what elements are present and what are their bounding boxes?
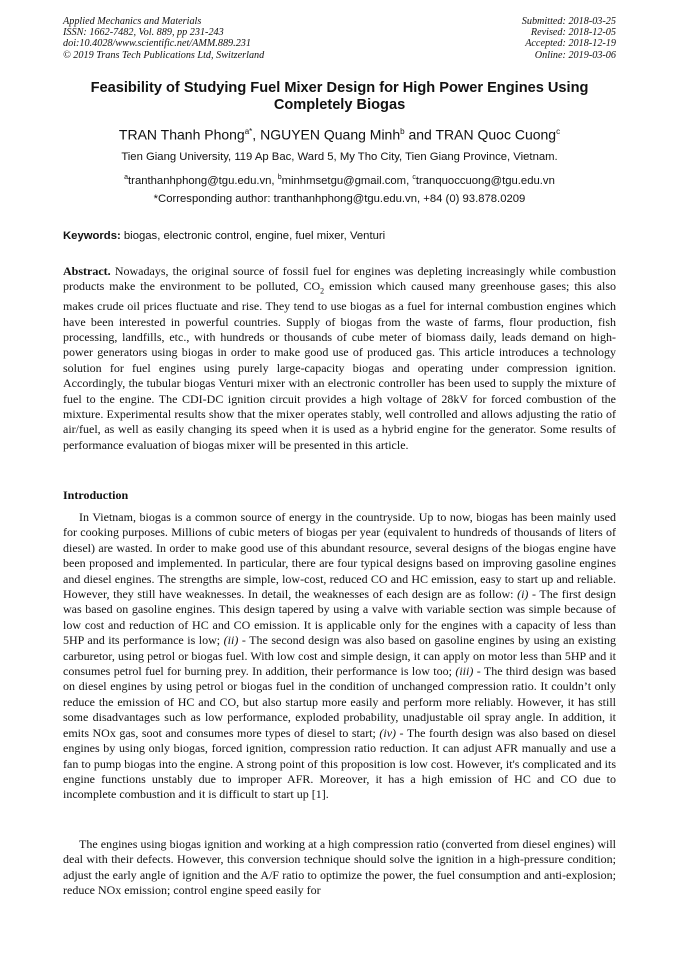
author-emails — [63, 171, 616, 188]
online-date: Online: 2019-03-06 — [534, 49, 616, 61]
corresponding-author: *Corresponding author: tranthanhphong@tgu.edu.vn, +84 (0) 93.878.0209 — [153, 193, 526, 205]
paragraph-text: - The third design was based on diesel engines by using petrol or biogas fuel in the condition of unchanged compression ratio. It couldn’t only reduce the emission of HC and CO, but also startup more easily and perform more reliably. However, it has still some disadvantages such as low performance, exploded probability, unadjustable oil spray angle. In addition, it emits NOx gas, soot and consumes more types of diesel to start; — [63, 664, 616, 740]
author-list — [63, 123, 616, 144]
author-1: TRAN Thanh Phong — [118, 126, 245, 143]
paragraph-text: - The first design was based on gasoline engines. This design tapered by using a valve with variable section was simple because of low cost and reduction of HC and CO emission. It is applicable only for the engines with a capacity of less than 5HP and its performance is low; — [63, 587, 616, 648]
submitted-date: Submitted: 2018-03-25 — [521, 16, 616, 27]
author-2-marker: b — [400, 127, 405, 136]
paragraph-text: - The second design was also based on gasoline engines by using an existing carburetor, using petrol or biogas fuel. With low cost and simple design, it can apply on motor less than 5HP and it consumes petrol fuel for burning prey. In addition, their performance is low too; — [63, 633, 616, 679]
keywords-label: Keywords: — [63, 230, 121, 242]
paragraph-text: In Vietnam, biogas is a common source of energy in the countryside. Up to now, biogas has been mainly used for cooking purposes. Millions of cubic meters of biogas per year (equivalent to hundreds of thousands of liters of diesel) are wasted. In order to make good use of this abundant resource, several designs of the biogas engine have been proposed and implemented. In particular, there are four typical designs based on improving gasoline engines and diesel engines. The strengths are simple, low-cost, reduced CO and HC emission, easy to start up and reliable. However, they still have weaknesses. In detail, the weaknesses of each design are as follow: — [63, 510, 616, 602]
abstract-text-2: emission which caused many greenhouse gases; this also makes crude oil prices fluctuate and rise. They tend to use biogas as a fuel for internal combustion engines which have been interested in powerful countries. Supply of biogas from the waste of farms, flour production, fish processing, landfills, etc., with hundreds or thousands of cube meter of biomass daily, leads demand on high-power generators using biogas in order to make good use of produced gas. This article introduces a technology solution for fuel engines using purely large-capacity biogas and operating under compression ignition. Accordingly, the tubular biogas Venturi mixer with an electronic controller has been used to supply the mixture of fuel to the engine. The CDI-DC ignition circuit provides a high voltage of 28kV for forced combustion of the mixture. Experimental results show that the mixer operates stably, well controlled and allows adjusting the ratio of air/fuel, as well as easily changing its speed when it is used as a hybrid engine for the generator. Some results of performance evaluation of biogas mixer will be presented in this article. — [63, 279, 616, 452]
keywords-text: biogas, electronic control, engine, fuel mixer, Venturi — [120, 230, 386, 242]
header-row-4 — [63, 50, 616, 61]
email-b-marker: b — [277, 174, 282, 181]
author-3: TRAN Quoc Cuong — [435, 126, 557, 143]
paper-title: Feasibility of Studying Fuel Mixer Design for High Power Engines Using Completely Biogas — [90, 80, 589, 113]
email-a-marker: a — [124, 174, 129, 181]
accepted-date: Accepted: 2018-12-19 — [525, 38, 616, 50]
author-2: NGUYEN Quang Minh — [260, 126, 401, 143]
header-row-3 — [63, 38, 616, 49]
abstract-text-1: Nowadays, the original source of fossil fuel for engines was depleting increasingly while combustion products make the environment to be polluted, CO — [63, 264, 616, 294]
header-row-2 — [63, 27, 616, 38]
affiliation: Tien Giang University, 119 Ap Bac, Ward 5, My Tho City, Tien Giang Province, Vietnam. — [121, 151, 558, 163]
intro-paragraph-2: The engines using biogas ignition and working at a high compression ratio (converted from diesel engines) will deal with their defects. However, this conversion technique should solve the ignition in a high-pressure condition; adjust the early angle of ignition and the A/F ratio to optimize the power, the fuel consumption and anti-explosion; reduce NOx emission; control engine speed easily for — [63, 837, 616, 898]
co2-subscript: 2 — [320, 286, 325, 296]
section-heading-introduction: Introduction — [63, 488, 129, 502]
intro-paragraph-1 — [63, 510, 616, 803]
email-c[interactable]: tranquoccuong@tgu.edu.vn — [415, 174, 555, 187]
list-marker: (i) — [517, 587, 529, 602]
copyright: © 2019 Trans Tech Publications Ltd, Switzerland — [63, 49, 265, 61]
author-separator: and — [404, 126, 436, 143]
doi[interactable]: doi:10.4028/www.scientific.net/AMM.889.231 — [63, 38, 251, 50]
email-c-marker: c — [412, 174, 416, 181]
list-marker: (iii) — [455, 664, 474, 679]
email-b[interactable]: minhmsetgu@gmail.com, — [281, 174, 413, 187]
keywords-line — [63, 229, 616, 243]
header-row-1 — [63, 16, 616, 27]
list-marker: (ii) — [223, 633, 239, 648]
journal-header — [63, 16, 616, 61]
revised-date: Revised: 2018-12-05 — [530, 27, 616, 39]
author-1-marker: a* — [244, 127, 253, 136]
issn: ISSN: 1662-7482, Vol. 889, pp 231-243 — [63, 27, 224, 39]
author-separator: , — [252, 126, 261, 143]
author-3-marker: c — [556, 127, 561, 136]
paragraph-text: - The fourth design was also based on diesel engines by using only biogas, forced ignition, compression ratio reduction. It can adjust AFR manually and use a fan to pump biogas into the engine. A strong point of this proposition is low cost. However, it's complicated and its engine functions unstably due to improper AFR. Moreover, it has a high emission of HC and CO due to incomplete combustion and it is difficult to start up [1]. — [63, 725, 616, 802]
email-a[interactable]: tranthanhphong@tgu.edu.vn, — [128, 174, 278, 187]
abstract-label: Abstract. — [63, 264, 111, 278]
abstract — [63, 264, 616, 453]
list-marker: (iv) — [379, 725, 397, 740]
journal-name: Applied Mechanics and Materials — [63, 16, 202, 27]
